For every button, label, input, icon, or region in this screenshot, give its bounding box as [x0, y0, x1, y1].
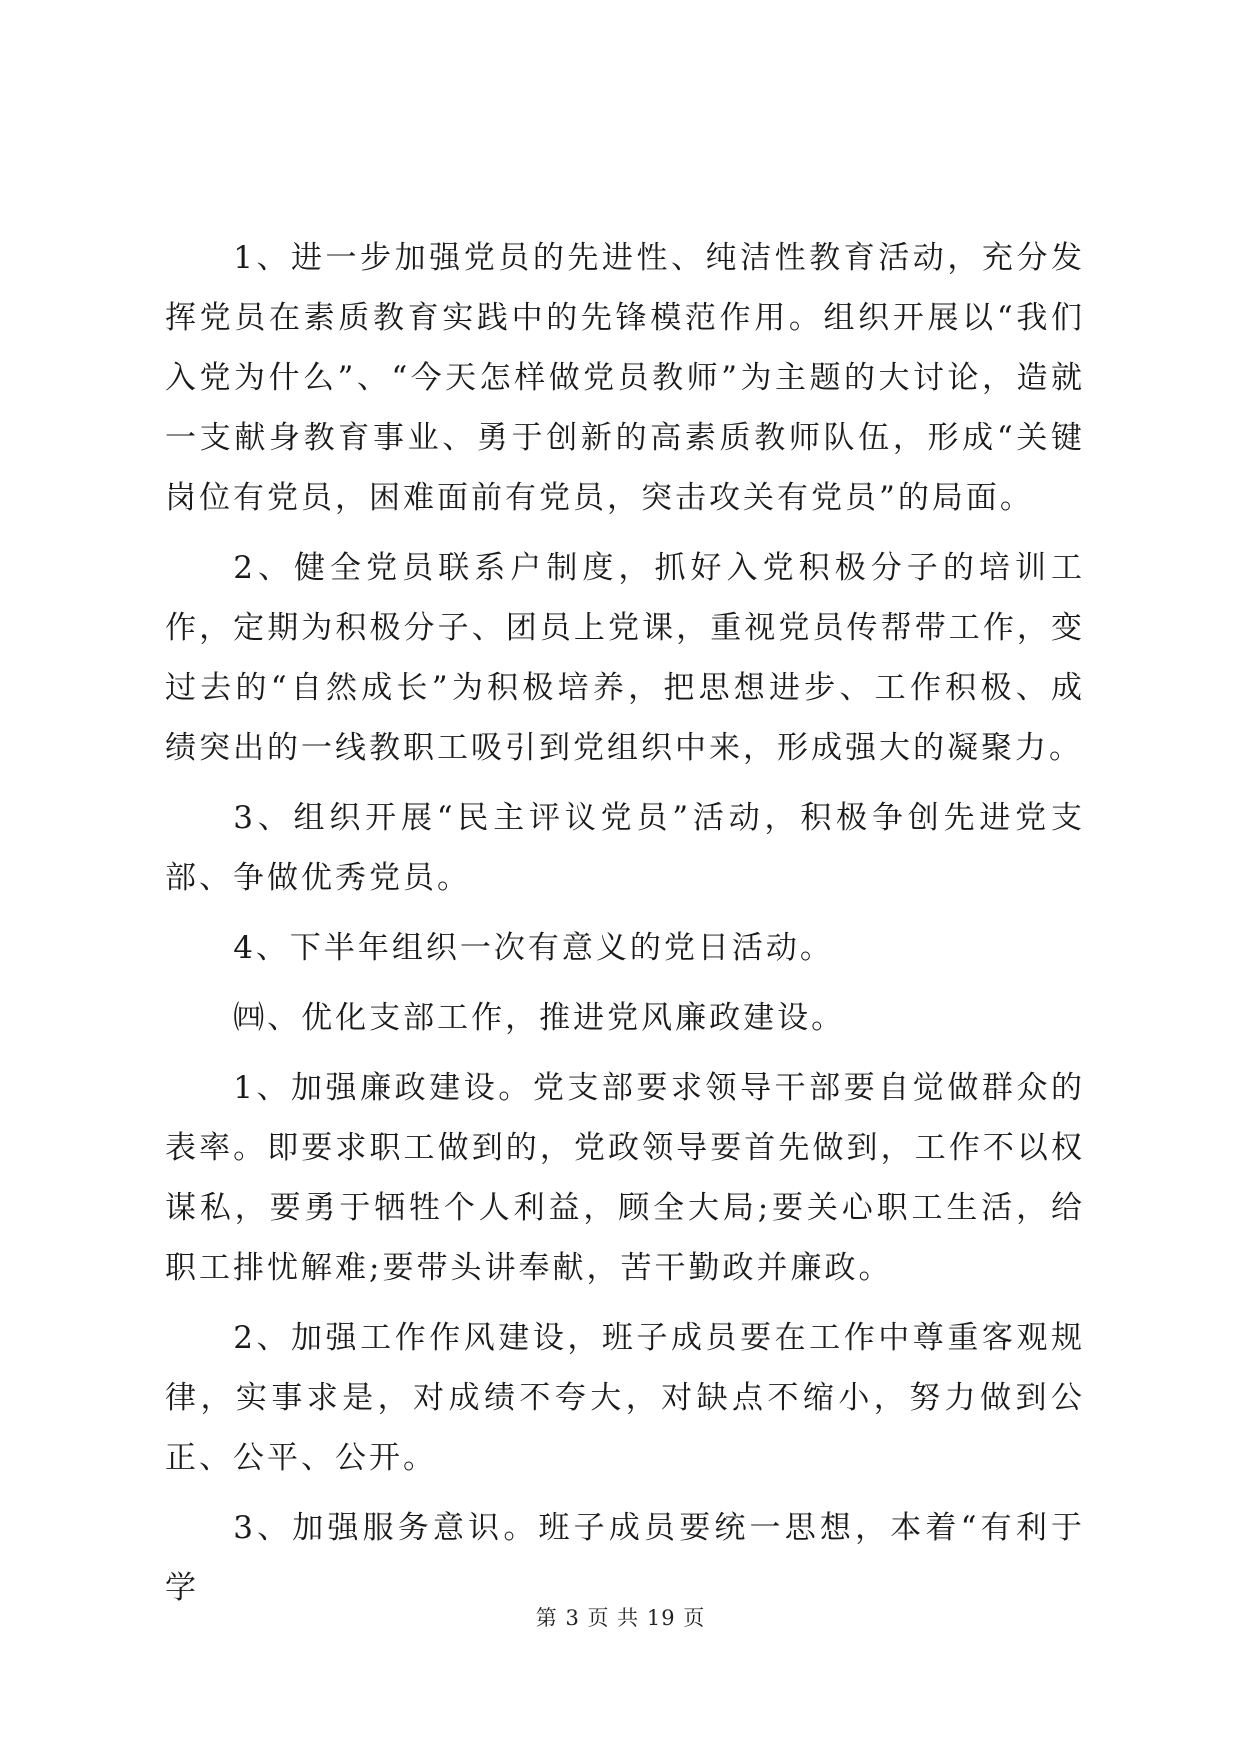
paragraph-1: 1、进一步加强党员的先进性、纯洁性教育活动，充分发挥党员在素质教育实践中的先锋模范作用。组织开展以“我们入党为什么”、“今天怎样做党员教师”为主题的大讨论，造就一支献身教育事业、勇于创新的高素质教师队伍，形成“关键岗位有党员，困难面前有党员，突击攻关有党员”的局面。: [165, 240, 1085, 516]
section-heading: ㈣、优化支部工作，推进党风廉政建设。: [233, 1000, 846, 1036]
paragraph-6: 2、加强工作作风建设，班子成员要在工作中尊重客观规律，实事求是，对成绩不夸大，对缺点不缩小，努力做到公正、公平、公开。: [165, 1320, 1085, 1476]
paragraph-3: 3、组织开展“民主评议党员”活动，积极争创先进党支部、争做优秀党员。: [165, 800, 1085, 896]
paragraph-7: 3、加强服务意识。班子成员要统一思想，本着“有利于学: [165, 1510, 1085, 1606]
document-body: [165, 228, 1085, 1618]
paragraph-4: 4、下半年组织一次有意义的党日活动。: [233, 930, 834, 966]
page-number-footer: 第 3 页 共 19 页: [535, 1606, 706, 1630]
paragraph-5: 1、加强廉政建设。党支部要求领导干部要自觉做群众的表率。即要求职工做到的，党政领导要首先做到，工作不以权谋私，要勇于牺牲个人利益，顾全大局;要关心职工生活，给职工排忧解难;要带头讲奉献，苦干勤政并廉政。: [165, 1070, 1085, 1286]
paragraph-2: 2、健全党员联系户制度，抓好入党积极分子的培训工作，定期为积极分子、团员上党课，重视党员传帮带工作，变过去的“自然成长”为积极培养，把思想进步、工作积极、成绩突出的一线教职工吸引到党组织中来，形成强大的凝聚力。: [165, 550, 1085, 766]
